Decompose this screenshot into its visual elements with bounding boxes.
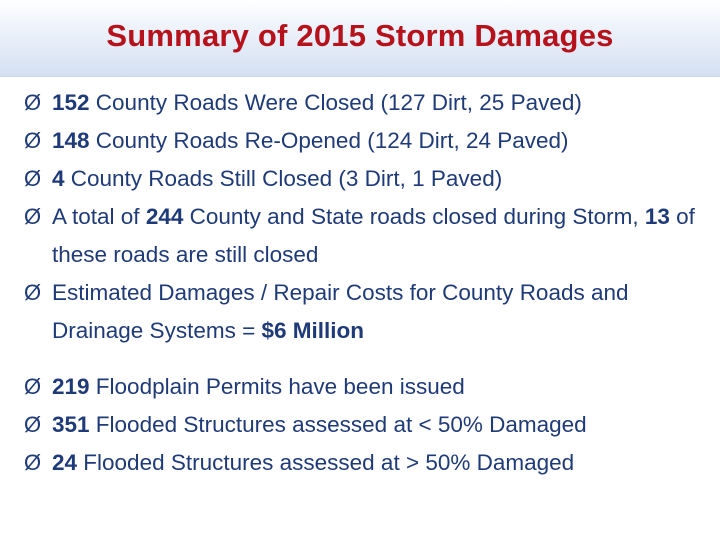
list-item-roads-reopened: Ø 148 County Roads Re-Opened (124 Dirt, 24 Paved) (24, 122, 704, 160)
arrow-bullet-icon: Ø (24, 166, 42, 191)
page-title: Summary of 2015 Storm Damages (106, 18, 614, 53)
arrow-bullet-icon: Ø (24, 280, 42, 305)
list-item-structures-over-50: Ø 24 Flooded Structures assessed at > 50% Damaged (24, 444, 704, 482)
arrow-bullet-icon: Ø (24, 128, 42, 153)
arrow-bullet-icon: Ø (24, 204, 42, 229)
list-item-estimated-damages: Ø Estimated Damages / Repair Costs for County Roads and Drainage Systems = $6 Million (24, 274, 704, 350)
list-item-total-closed: Ø A total of 244 County and State roads closed during Storm, 13 of these roads are still closed (24, 198, 704, 274)
title-banner (0, 0, 720, 77)
arrow-bullet-icon: Ø (24, 90, 42, 115)
list-item-roads-still-closed: Ø 4 County Roads Still Closed (3 Dirt, 1 Paved) (24, 160, 704, 198)
list-item-roads-closed: Ø 152 County Roads Were Closed (127 Dirt, 25 Paved) (24, 84, 704, 122)
arrow-bullet-icon: Ø (24, 412, 42, 437)
arrow-bullet-icon: Ø (24, 374, 42, 399)
bullet-list (24, 84, 704, 482)
section-spacer (24, 350, 704, 368)
list-item-floodplain-permits: Ø 219 Floodplain Permits have been issued (24, 368, 704, 406)
list-item-structures-under-50: Ø 351 Flooded Structures assessed at < 50% Damaged (24, 406, 704, 444)
arrow-bullet-icon: Ø (24, 450, 42, 475)
